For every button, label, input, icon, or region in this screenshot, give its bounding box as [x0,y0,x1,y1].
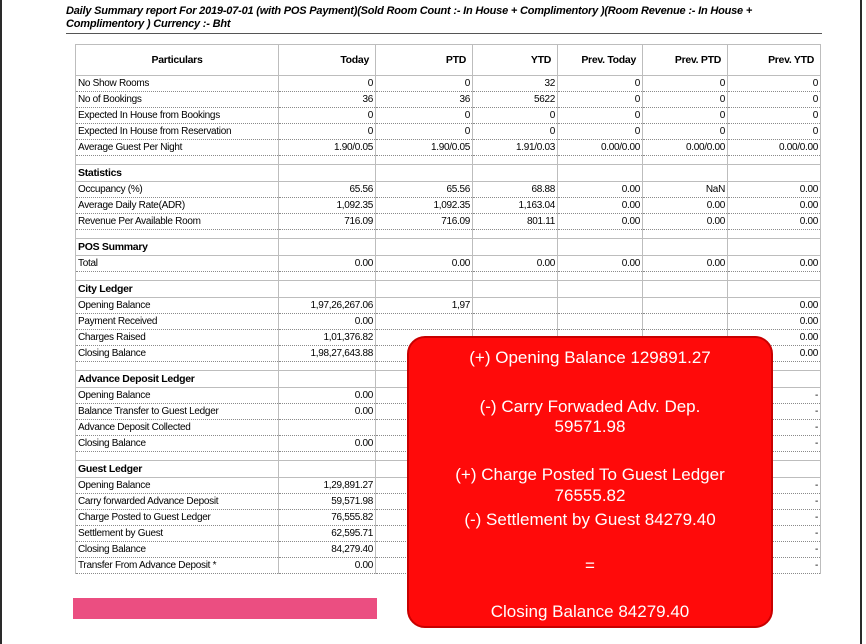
cell-expected-in-house-from-reservation-today: 0 [279,124,376,140]
cell-no-show-rooms-prev-ytd: 0 [728,76,821,92]
cell-statistics-revenue-per-available-room-prev-ptd: 0.00 [643,214,728,230]
cell-city-ledger-opening-balance-today: 1,97,26,267.06 [279,298,376,314]
col-header-particulars: Particulars [76,45,279,76]
header-row [76,45,821,76]
cell-no-show-rooms-today: 0 [279,76,376,92]
cell-average-guest-per-night-prev-ptd: 0.00/0.00 [643,140,728,156]
cell-no-of-bookings-prev-ptd: 0 [643,92,728,108]
table-row [76,256,821,272]
cell-statistics-occupancy-prev-ytd: 0.00 [728,182,821,198]
cell-pos-summary-total-prev-ptd: 0.00 [643,256,728,272]
table-row [76,298,821,314]
cell-guest-ledger-settlement-by-guest-today: 62,595.71 [279,526,376,542]
cell-statistics-occupancy-today: 65.56 [279,182,376,198]
cell-guest-ledger-charge-posted-to-guest-ledger-today: 76,555.82 [279,510,376,526]
cell-advance-deposit-ledger-advance-deposit-collected-prev-ytd: - [728,420,821,436]
cell-no-show-rooms-ytd: 32 [473,76,558,92]
cell-expected-in-house-from-bookings-prev-ptd: 0 [643,108,728,124]
report-title: Daily Summary report For 2019-07-01 (with POS Payment)(Sold Room Count :- In House + Complimentory )(Room Revenue :- In House + Complimentory ) Currency :- Bht [66,5,753,30]
callout-charge-posted: (+) Charge Posted To Guest Ledger [455,465,725,484]
cell-statistics-occupancy-prev-ptd: NaN [643,182,728,198]
cell-pos-summary-total-ptd: 0.00 [376,256,473,272]
section-title-city-ledger: City Ledger [76,281,279,298]
callout-opening-balance: (+) Opening Balance 129891.27 [469,348,711,367]
col-header-prev-today: Prev. Today [558,45,643,76]
section-title-advance-deposit-ledger: Advance Deposit Ledger [76,371,279,388]
cell-statistics-average-daily-rate-adr-prev-ptd: 0.00 [643,198,728,214]
cell-no-of-bookings-prev-ytd: 0 [728,92,821,108]
cell-expected-in-house-from-reservation-ytd: 0 [473,124,558,140]
row-label-no-show-rooms: No Show Rooms [76,76,279,92]
cell-city-ledger-opening-balance-prev-ptd [643,298,728,314]
cell-no-show-rooms-prev-ptd: 0 [643,76,728,92]
spacer-row [76,156,821,165]
row-label-pos-summary-total: Total [76,256,279,272]
cell-advance-deposit-ledger-balance-transfer-to-guest-ledger-today: 0.00 [279,404,376,420]
spacer-row [76,272,821,281]
cell-advance-deposit-ledger-balance-transfer-to-guest-ledger-prev-ytd: - [728,404,821,420]
cell-city-ledger-closing-balance-today: 1,98,27,643.88 [279,346,376,362]
cell-expected-in-house-from-bookings-prev-ytd: 0 [728,108,821,124]
cell-advance-deposit-ledger-opening-balance-prev-ytd: - [728,388,821,404]
callout-charge-posted-amount: 76555.82 [554,486,626,505]
section-header-statistics [76,165,821,182]
cell-city-ledger-closing-balance-prev-ytd: 0.00 [728,346,821,362]
cell-expected-in-house-from-bookings-ytd: 0 [473,108,558,124]
cell-guest-ledger-opening-balance-today: 1,29,891.27 [279,478,376,494]
col-header-ytd: YTD [473,45,558,76]
cell-city-ledger-opening-balance-ytd [473,298,558,314]
cell-no-of-bookings-ytd: 5622 [473,92,558,108]
row-label-guest-ledger-settlement-by-guest: Settlement by Guest [76,526,279,542]
closing-balance-highlight [73,598,377,619]
cell-average-guest-per-night-today: 1.90/0.05 [279,140,376,156]
cell-expected-in-house-from-bookings-ptd: 0 [376,108,473,124]
cell-expected-in-house-from-bookings-prev-today: 0 [558,108,643,124]
table-row [76,92,821,108]
callout-closing-balance: Closing Balance 84279.40 [490,602,690,621]
cell-city-ledger-charges-raised-today: 1,01,376.82 [279,330,376,346]
cell-expected-in-house-from-reservation-ptd: 0 [376,124,473,140]
cell-average-guest-per-night-prev-today: 0.00/0.00 [558,140,643,156]
cell-guest-ledger-settlement-by-guest-prev-ytd: - [728,526,821,542]
cell-guest-ledger-transfer-from-advance-deposit-today: 0.00 [279,558,376,574]
cell-pos-summary-total-today: 0.00 [279,256,376,272]
table-row [76,314,821,330]
col-header-ptd: PTD [376,45,473,76]
cell-city-ledger-payment-received-today: 0.00 [279,314,376,330]
cell-statistics-revenue-per-available-room-today: 716.09 [279,214,376,230]
title-divider [66,33,822,34]
cell-city-ledger-charges-raised-prev-ytd: 0.00 [728,330,821,346]
cell-advance-deposit-ledger-advance-deposit-collected-today [279,420,376,436]
row-label-advance-deposit-ledger-closing-balance: Closing Balance [76,436,279,452]
cell-statistics-revenue-per-available-room-ytd: 801.11 [473,214,558,230]
cell-expected-in-house-from-reservation-prev-today: 0 [558,124,643,140]
cell-average-guest-per-night-ptd: 1.90/0.05 [376,140,473,156]
row-label-guest-ledger-closing-balance: Closing Balance [76,542,279,558]
cell-no-of-bookings-ptd: 36 [376,92,473,108]
cell-city-ledger-opening-balance-prev-ytd: 0.00 [728,298,821,314]
spacer-row [76,230,821,239]
cell-expected-in-house-from-bookings-today: 0 [279,108,376,124]
cell-no-show-rooms-ptd: 0 [376,76,473,92]
callout-settlement: (-) Settlement by Guest 84279.40 [464,510,716,529]
row-label-expected-in-house-from-bookings: Expected In House from Bookings [76,108,279,124]
cell-advance-deposit-ledger-closing-balance-today: 0.00 [279,436,376,452]
cell-city-ledger-payment-received-ytd [473,314,558,330]
section-title-guest-ledger: Guest Ledger [76,461,279,478]
row-label-guest-ledger-carry-forwarded-advance-deposit: Carry forwarded Advance Deposit [76,494,279,510]
row-label-advance-deposit-ledger-advance-deposit-collected: Advance Deposit Collected [76,420,279,436]
section-header-pos-summary [76,239,821,256]
section-title-pos-summary: POS Summary [76,239,279,256]
callout-carry-forward: (-) Carry Forwaded Adv. Dep. [479,397,701,416]
cell-expected-in-house-from-reservation-prev-ptd: 0 [643,124,728,140]
cell-no-of-bookings-prev-today: 0 [558,92,643,108]
cell-advance-deposit-ledger-opening-balance-today: 0.00 [279,388,376,404]
cell-average-guest-per-night-prev-ytd: 0.00/0.00 [728,140,821,156]
table-row [76,140,821,156]
row-label-no-of-bookings: No of Bookings [76,92,279,108]
row-label-guest-ledger-opening-balance: Opening Balance [76,478,279,494]
row-label-statistics-revenue-per-available-room: Revenue Per Available Room [76,214,279,230]
cell-no-of-bookings-today: 36 [279,92,376,108]
cell-city-ledger-opening-balance-prev-today [558,298,643,314]
cell-pos-summary-total-ytd: 0.00 [473,256,558,272]
cell-statistics-occupancy-ytd: 68.88 [473,182,558,198]
col-header-prev-ytd: Prev. YTD [728,45,821,76]
cell-guest-ledger-charge-posted-to-guest-ledger-prev-ytd: - [728,510,821,526]
cell-statistics-average-daily-rate-adr-prev-ytd: 0.00 [728,198,821,214]
cell-statistics-revenue-per-available-room-prev-today: 0.00 [558,214,643,230]
cell-no-show-rooms-prev-today: 0 [558,76,643,92]
row-label-statistics-occupancy: Occupancy (%) [76,182,279,198]
cell-city-ledger-opening-balance-ptd: 1,97 [376,298,473,314]
callout-carry-forward-amount: 59571.98 [554,417,626,436]
table-row [76,198,821,214]
cell-pos-summary-total-prev-today: 0.00 [558,256,643,272]
cell-statistics-average-daily-rate-adr-ytd: 1,163.04 [473,198,558,214]
cell-statistics-revenue-per-available-room-ptd: 716.09 [376,214,473,230]
cell-statistics-average-daily-rate-adr-prev-today: 0.00 [558,198,643,214]
row-label-expected-in-house-from-reservation: Expected In House from Reservation [76,124,279,140]
cell-city-ledger-payment-received-ptd [376,314,473,330]
row-label-city-ledger-opening-balance: Opening Balance [76,298,279,314]
cell-guest-ledger-carry-forwarded-advance-deposit-today: 59,571.98 [279,494,376,510]
section-header-city-ledger [76,281,821,298]
cell-statistics-occupancy-ptd: 65.56 [376,182,473,198]
cell-city-ledger-payment-received-prev-ytd: 0.00 [728,314,821,330]
row-label-statistics-average-daily-rate-adr: Average Daily Rate(ADR) [76,198,279,214]
table-row [76,108,821,124]
cell-statistics-average-daily-rate-adr-ptd: 1,092.35 [376,198,473,214]
row-label-average-guest-per-night: Average Guest Per Night [76,140,279,156]
cell-pos-summary-total-prev-ytd: 0.00 [728,256,821,272]
cell-statistics-occupancy-prev-today: 0.00 [558,182,643,198]
cell-guest-ledger-carry-forwarded-advance-deposit-prev-ytd: - [728,494,821,510]
col-header-today: Today [279,45,376,76]
row-label-city-ledger-closing-balance: Closing Balance [76,346,279,362]
row-label-guest-ledger-transfer-from-advance-deposit: Transfer From Advance Deposit * [76,558,279,574]
row-label-city-ledger-charges-raised: Charges Raised [76,330,279,346]
cell-guest-ledger-transfer-from-advance-deposit-prev-ytd: - [728,558,821,574]
row-label-guest-ledger-charge-posted-to-guest-ledger: Charge Posted to Guest Ledger [76,510,279,526]
row-label-advance-deposit-ledger-opening-balance: Opening Balance [76,388,279,404]
row-label-advance-deposit-ledger-balance-transfer-to-guest-ledger: Balance Transfer to Guest Ledger [76,404,279,420]
calculation-callout [407,336,773,628]
cell-city-ledger-payment-received-prev-today [558,314,643,330]
callout-equals: = [585,556,595,575]
cell-expected-in-house-from-reservation-prev-ytd: 0 [728,124,821,140]
cell-average-guest-per-night-ytd: 1.91/0.03 [473,140,558,156]
table-row [76,76,821,92]
cell-guest-ledger-opening-balance-prev-ytd: - [728,478,821,494]
cell-guest-ledger-closing-balance-today: 84,279.40 [279,542,376,558]
table-row [76,124,821,140]
cell-statistics-average-daily-rate-adr-today: 1,092.35 [279,198,376,214]
row-label-city-ledger-payment-received: Payment Received [76,314,279,330]
cell-advance-deposit-ledger-closing-balance-prev-ytd: - [728,436,821,452]
col-header-prev-ptd: Prev. PTD [643,45,728,76]
section-title-statistics: Statistics [76,165,279,182]
cell-city-ledger-payment-received-prev-ptd [643,314,728,330]
cell-guest-ledger-closing-balance-prev-ytd: - [728,542,821,558]
cell-statistics-revenue-per-available-room-prev-ytd: 0.00 [728,214,821,230]
table-row [76,182,821,198]
table-row [76,214,821,230]
